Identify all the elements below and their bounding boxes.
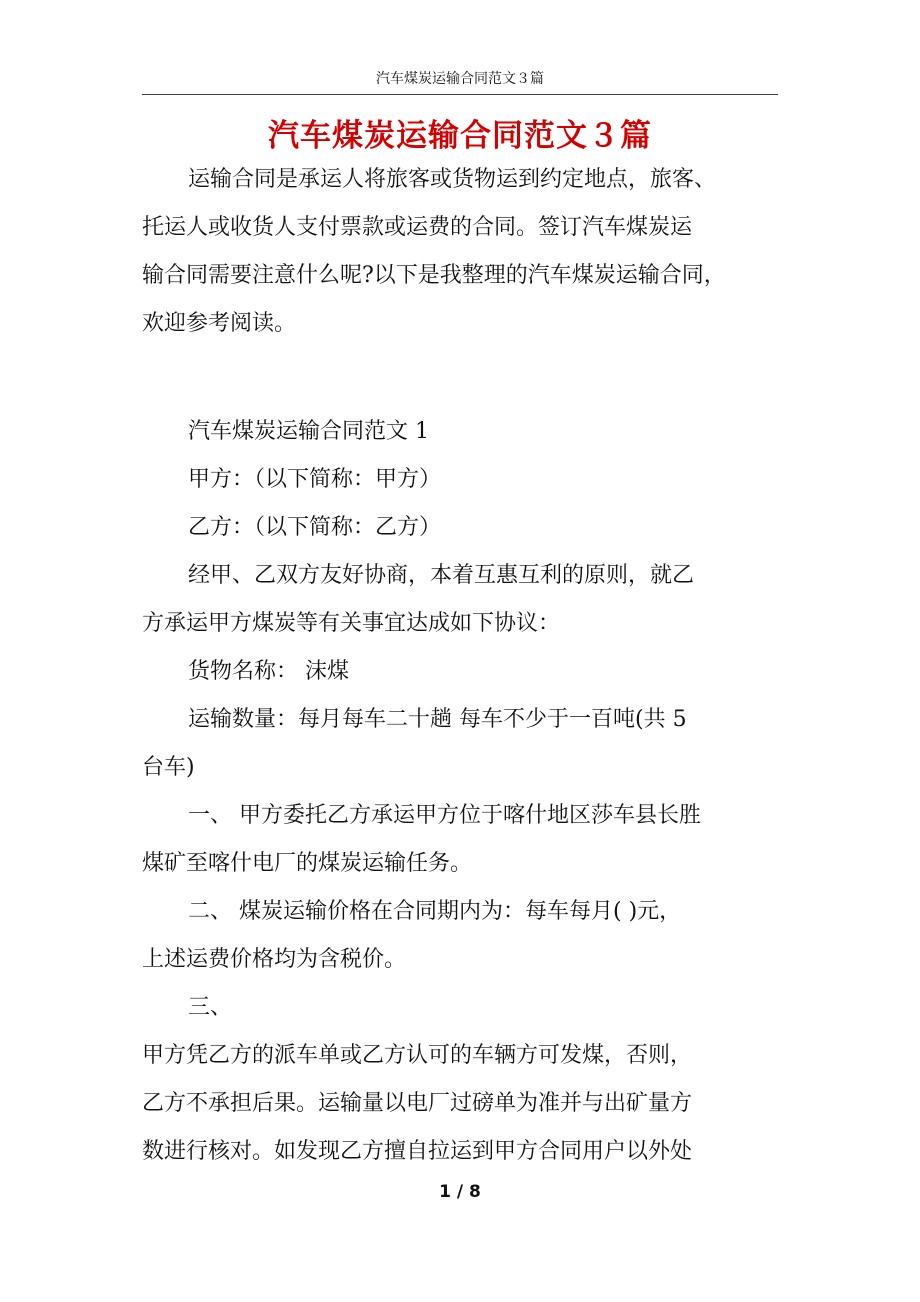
intro-line: 托运人或收货人支付票款或运费的合同。签订汽车煤炭运 [142, 215, 693, 240]
goods-name-line: 货物名称： 沫煤 [188, 659, 349, 684]
clause-1-line: 煤矿至喀什电厂的煤炭运输任务。 [142, 851, 473, 876]
intro-line: 欢迎参考阅读。 [142, 311, 297, 336]
running-header: 汽车煤炭运输合同范文３篇 [376, 71, 544, 87]
clause-3-line: 乙方不承担后果。运输量以电厂过磅单为准并与出矿量方 [142, 1091, 693, 1116]
header-divider [142, 94, 778, 95]
clause-2-line: 上述运费价格均为含税价。 [142, 947, 407, 972]
section-heading: 汽车煤炭运输合同范文 1 [188, 419, 429, 444]
clause-3-label: 三、 [188, 995, 233, 1020]
clause-3-line: 甲方凭乙方的派车单或乙方认可的车辆方可发煤，否则， [142, 1043, 693, 1068]
clause-1-line: 一、 甲方委托乙方承运甲方位于喀什地区莎车县长胜 [188, 803, 701, 828]
clause-3-line: 数进行核对。如发现乙方擅自拉运到甲方合同用户以外处 [142, 1139, 693, 1164]
quantity-line: 运输数量：每月每车二十趟 每车不少于一百吨(共 5 [188, 707, 687, 732]
document-title: 汽车煤炭运输合同范文３篇 [268, 118, 652, 154]
clause-2-line: 二、 煤炭运输价格在合同期内为：每车每月( )元， [188, 899, 682, 924]
page-indicator: 1 / 8 [439, 1182, 481, 1202]
quantity-line: 台车) [142, 755, 195, 780]
intro-line: 运输合同是承运人将旅客或货物运到约定地点，旅客、 [188, 167, 717, 192]
agreement-line: 经甲、乙双方友好协商，本着互惠互利的原则，就乙 [188, 563, 695, 588]
intro-line: 输合同需要注意什么呢?以下是我整理的汽车煤炭运输合同， [142, 263, 726, 288]
party-a-line: 甲方：（以下简称：甲方） [188, 467, 442, 492]
party-b-line: 乙方：（以下简称：乙方） [188, 515, 442, 540]
document-body [142, 156, 782, 1176]
paragraph-spacer [142, 348, 782, 396]
agreement-line: 方承运甲方煤炭等有关事宜达成如下协议： [142, 611, 561, 636]
